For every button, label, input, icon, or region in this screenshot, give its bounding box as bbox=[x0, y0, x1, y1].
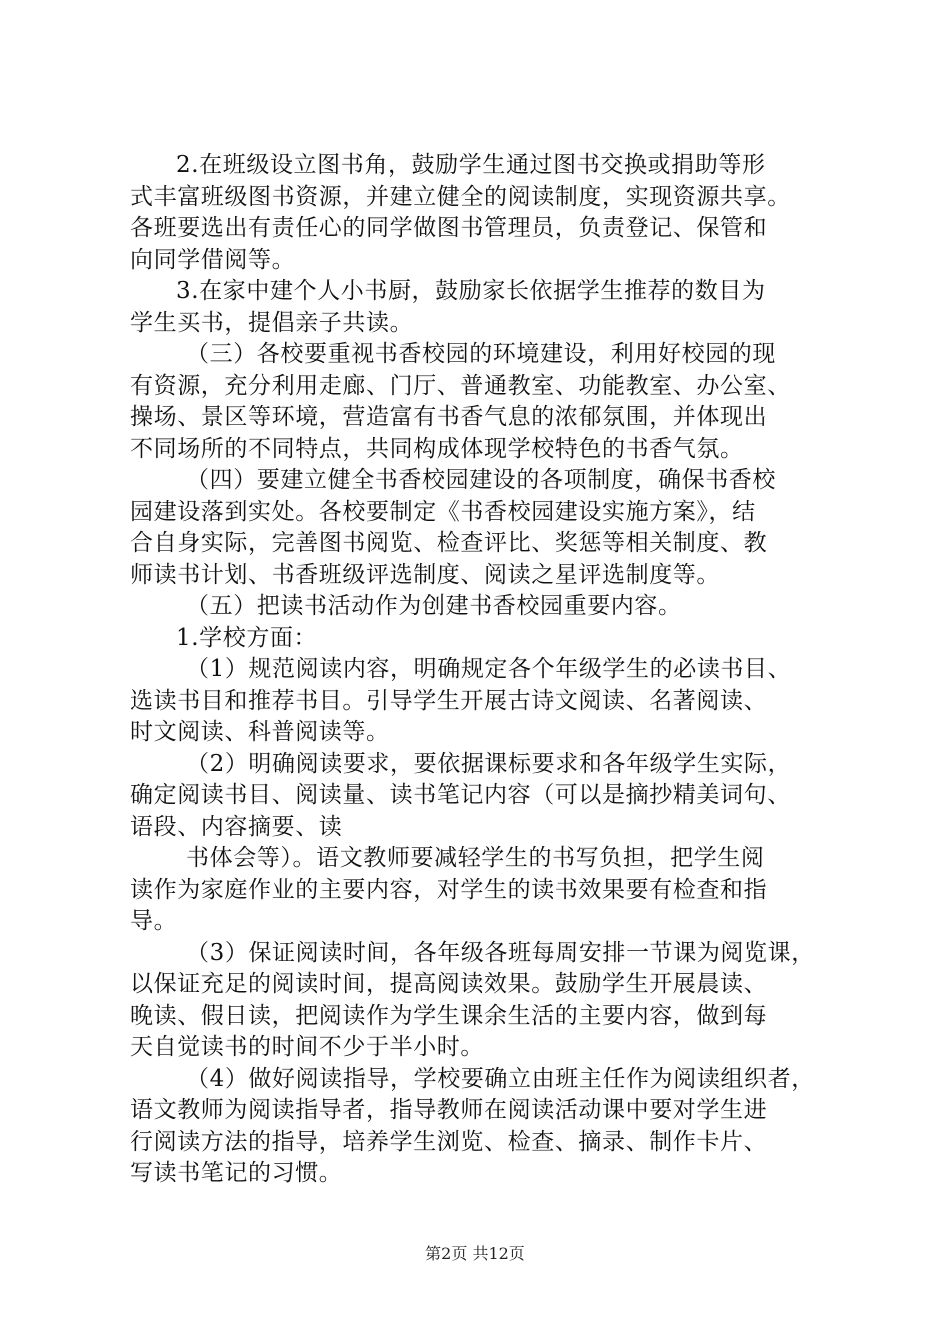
text-line: 导。 bbox=[130, 908, 178, 934]
text-line: （3）保证阅读时间，各年级各班每周安排一节课为阅览课， bbox=[186, 939, 815, 966]
text-line: 合自身实际，完善图书阅览、检查评比、奖惩等相关制度、教 bbox=[130, 530, 768, 556]
text-line: 写读书笔记的习惯。 bbox=[130, 1160, 343, 1186]
text-line: 读作为家庭作业的主要内容，对学生的读书效果要有检查和指 bbox=[130, 876, 768, 903]
text-line: 1.学校方面： bbox=[176, 624, 318, 651]
text-line: 学生买书，提倡亲子共读。 bbox=[130, 309, 414, 336]
text-line: 语段、内容摘要、读 bbox=[130, 813, 343, 840]
text-line: 2.在班级设立图书角，鼓励学生通过图书交换或捐助等形 bbox=[176, 152, 766, 178]
text-line: 园建设落到实处。各校要制定《书香校园建设实施方案》，结 bbox=[130, 498, 756, 525]
text-line: （4）做好阅读指导，学校要确立由班主任作为阅读组织者， bbox=[186, 1065, 815, 1092]
text-line: 向同学借阅等。 bbox=[130, 246, 296, 273]
text-line: （五）把读书活动作为创建书香校园重要内容。 bbox=[186, 593, 682, 619]
text-line: 以保证充足的阅读时间，提高阅读效果。鼓励学生开展晨读、 bbox=[130, 971, 768, 997]
text-line: 书体会等）。语文教师要减轻学生的书写负担，把学生阅 bbox=[186, 845, 765, 871]
text-line: 天自觉读书的时间不少于半小时。 bbox=[130, 1034, 484, 1060]
text-line: （2）明确阅读要求，要依据课标要求和各年级学生实际， bbox=[186, 750, 792, 777]
text-line: 操场、景区等环境，营造富有书香气息的浓郁氛围，并体现出 bbox=[130, 404, 768, 430]
text-line: 各班要选出有责任心的同学做图书管理员，负责登记、保管和 bbox=[130, 215, 768, 241]
text-line: （1）规范阅读内容，明确规定各个年级学生的必读书目、 bbox=[186, 656, 792, 682]
page-number: 第2页 共12页 bbox=[425, 1244, 525, 1263]
text-line: 选读书目和推荐书目。引导学生开展古诗文阅读、名著阅读、 bbox=[130, 687, 768, 714]
text-line: 确定阅读书目、阅读量、读书笔记内容（可以是摘抄精美词句、 bbox=[130, 782, 791, 808]
text-line: 式丰富班级图书资源，并建立健全的阅读制度，实现资源共享。 bbox=[130, 183, 791, 210]
text-line: 时文阅读、科普阅读等。 bbox=[130, 719, 390, 745]
text-line: 语文教师为阅读指导者，指导教师在阅读活动课中要对学生进 bbox=[130, 1097, 768, 1123]
text-line: 师读书计划、书香班级评选制度、阅读之星评选制度等。 bbox=[130, 561, 720, 588]
text-line: 行阅读方法的指导，培养学生浏览、检查、摘录、制作卡片、 bbox=[130, 1128, 768, 1155]
document-body bbox=[130, 150, 830, 1190]
text-line: 不同场所的不同特点，共同构成体现学校特色的书香气氛。 bbox=[130, 435, 744, 462]
text-line: （三）各校要重视书香校园的环境建设，利用好校园的现 bbox=[186, 341, 776, 367]
text-line: 晚读、假日读，把阅读作为学生课余生活的主要内容，做到每 bbox=[130, 1002, 768, 1029]
text-line: 3.在家中建个人小书厨，鼓励家长依据学生推荐的数目为 bbox=[176, 278, 766, 304]
text-line: （四）要建立健全书香校园建设的各项制度，确保书香校 bbox=[186, 467, 776, 493]
text-line: 有资源，充分利用走廊、门厅、普通教室、功能教室、办公室、 bbox=[130, 372, 791, 399]
